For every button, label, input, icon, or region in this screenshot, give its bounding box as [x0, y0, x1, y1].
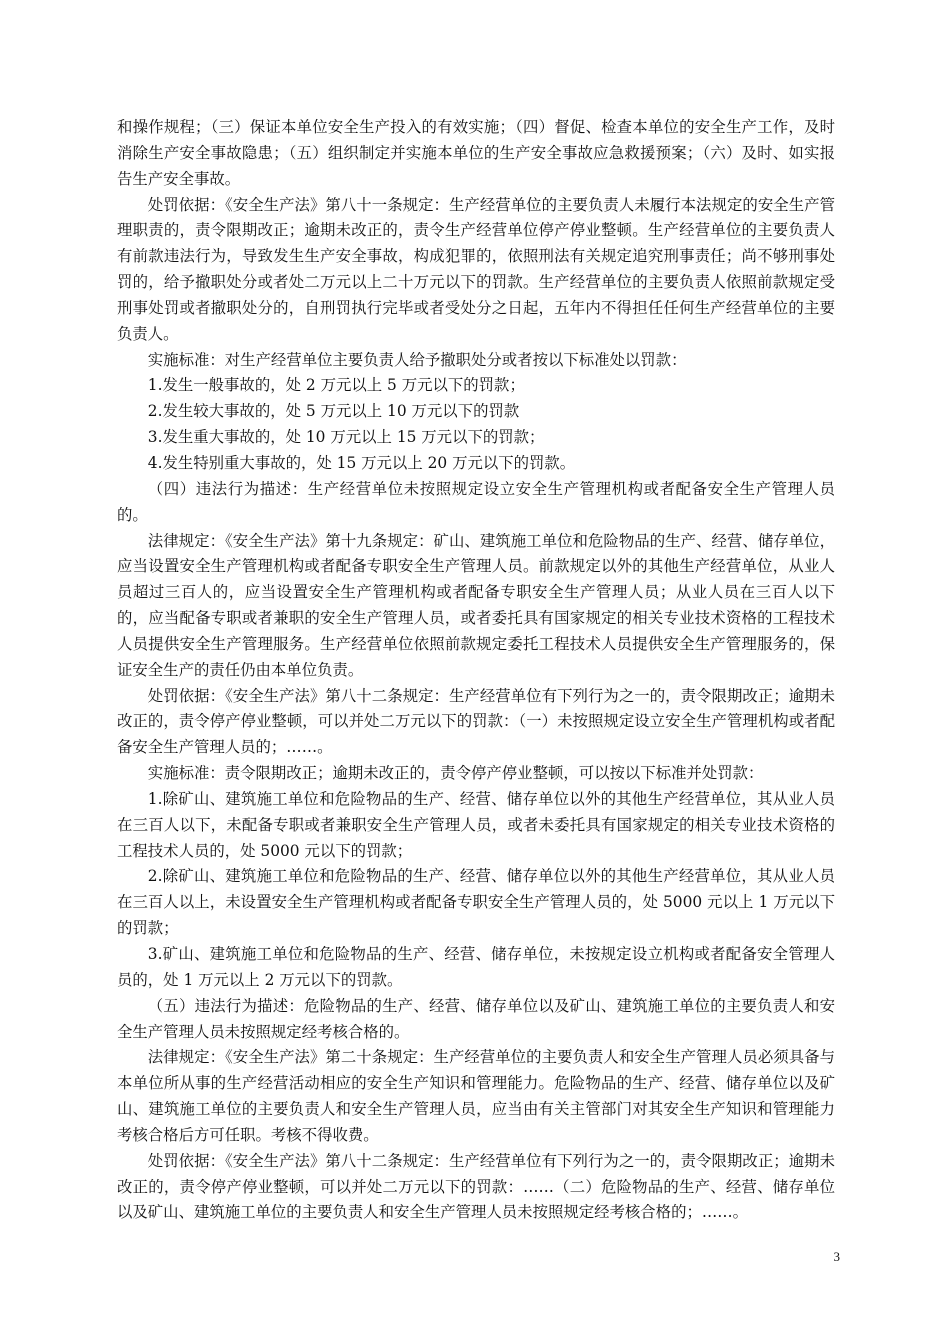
paragraph-3: 实施标准：对生产经营单位主要负责人给予撤职处分或者按以下标准处以罚款：: [147, 350, 687, 369]
paragraph-9: 法律规定：《安全生产法》第十九条规定：矿山、建筑施工单位和危险物品的生产、经营、储存单位，应当设置安全生产管理机构或者配备专职安全生产管理人员。前款规定以外的其他生产经营单位，从业人员超过三百人的，应当设置安全生产管理机构或者配备专职安全生产管理人员；从业人员在三百人以下的，应当配备专职或者兼职的安全生产管理人员，或者委托具有国家规定的相关专业技术资格的工程技术人员提供安全生产管理服务。生产经营单位依照前款规定委托工程技术人员提供安全生产管理服务的，保证安全生产的责任仍由本单位负责。: [117, 531, 835, 679]
paragraph-7: 4.发生特别重大事故的，处 15 万元以上 20 万元以下的罚款。: [147, 453, 576, 472]
paragraph-15: （五）违法行为描述：危险物品的生产、经营、储存单位以及矿山、建筑施工单位的主要负责人和安全生产管理人员未按照规定经考核合格的。: [117, 996, 835, 1041]
page-number: 3: [833, 1249, 840, 1264]
paragraph-1: 和操作规程；（三）保证本单位安全生产投入的有效实施；（四）督促、检查本单位的安全生产工作，及时消除生产安全事故隐患；（五）组织制定并实施本单位的生产安全事故应急救援预案；（六）及时、如实报告生产安全事故。: [117, 118, 835, 188]
paragraph-10: 处罚依据：《安全生产法》第八十二条规定：生产经营单位有下列行为之一的，责令限期改正；逾期未改正的，责令停产停业整顿，可以并处二万元以下的罚款：（一）未按照规定设立安全生产管理机构或者配备安全生产管理人员的；……。: [117, 686, 835, 757]
paragraph-8: （四）违法行为描述：生产经营单位未按照规定设立安全生产管理机构或者配备安全生产管理人员的。: [117, 479, 835, 524]
paragraph-14: 3.矿山、建筑施工单位和危险物品的生产、经营、储存单位，未按规定设立机构或者配备安全管理人员的，处 1 万元以上 2 万元以下的罚款。: [117, 945, 835, 989]
paragraph-6: 3.发生重大事故的，处 10 万元以上 15 万元以下的罚款；: [147, 428, 545, 447]
paragraph-12: 1.除矿山、建筑施工单位和危险物品的生产、经营、储存单位以外的其他生产经营单位，其从业人员在三百人以下，未配备专职或者兼职安全生产管理人员，或者未委托具有国家规定的相关专业技术资格的工程技术人员的，处 5000 元以下的罚款；: [117, 789, 835, 860]
paragraph-2: 处罚依据：《安全生产法》第八十一条规定：生产经营单位的主要负责人未履行本法规定的安全生产管理职责的，责令限期改正；逾期未改正的，责令生产经营单位停产停业整顿。生产经营单位的主要负责人有前款违法行为，导致发生生产安全事故，构成犯罪的，依照刑法有关规定追究刑事责任；尚不够刑事处罚的，给予撤职处分或者处二万元以上二十万元以下的罚款。生产经营单位的主要负责人依照前款规定受刑事处罚或者撤职处分的，自刑罚执行完毕或者受处分之日起，五年内不得担任任何生产经营单位的主要负责人。: [117, 195, 835, 343]
document-body: [117, 115, 835, 1226]
paragraph-17: 处罚依据：《安全生产法》第八十二条规定：生产经营单位有下列行为之一的，责令限期改正；逾期未改正的，责令停产停业整顿，可以并处二万元以下的罚款：……（二）危险物品的生产、经营、储存单位以及矿山、建筑施工单位的主要负责人和安全生产管理人员未按照规定经考核合格的；……。: [117, 1151, 835, 1222]
paragraph-16: 法律规定：《安全生产法》第二十条规定：生产经营单位的主要负责人和安全生产管理人员必须具备与本单位所从事的生产经营活动相应的安全生产知识和管理能力。危险物品的生产、经营、储存单位以及矿山、建筑施工单位的主要负责人和安全生产管理人员，应当由有关主管部门对其安全生产知识和管理能力考核合格后方可任职。考核不得收费。: [117, 1048, 835, 1144]
paragraph-11: 实施标准：责令限期改正；逾期未改正的，责令停产停业整顿，可以按以下标准并处罚款：: [147, 764, 764, 783]
paragraph-4: 1.发生一般事故的，处 2 万元以上 5 万元以下的罚款；: [147, 376, 525, 395]
paragraph-5: 2.发生较大事故的，处 5 万元以上 10 万元以下的罚款: [147, 402, 520, 421]
paragraph-13: 2.除矿山、建筑施工单位和危险物品的生产、经营、储存单位以外的其他生产经营单位，其从业人员在三百人以上，未设置安全生产管理机构或者配备专职安全生产管理人员的，处 5000 元以上 1 万元以下的罚款；: [117, 867, 835, 938]
